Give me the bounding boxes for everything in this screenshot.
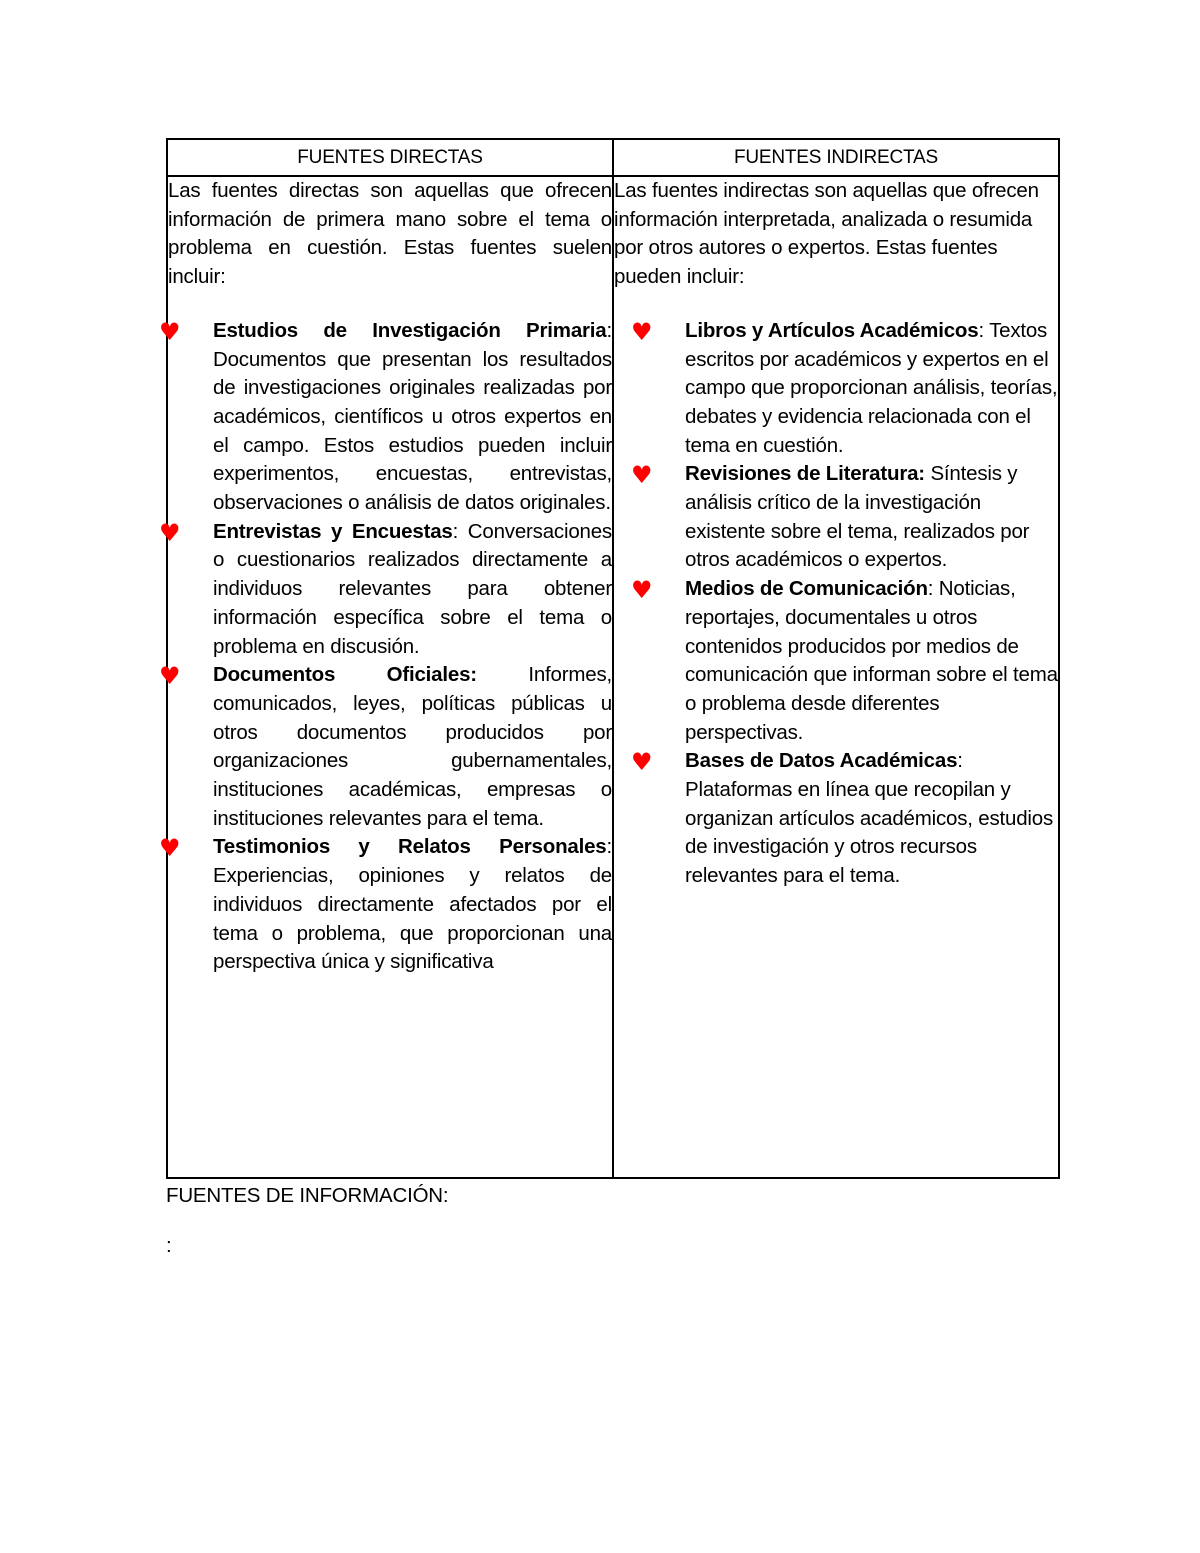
item-text: Plataformas en línea que recopilan y organizan artículos académicos, estudios de investigación y otros recursos relevantes para el tema. — [685, 778, 1054, 888]
item-term: Revisiones de Literatura: — [685, 462, 925, 486]
indirect-sources-intro: Las fuentes indirectas son aquellas que ofrecen información interpretada, analizada o resumida por otros autores o expertos. Estas fuentes pueden incluir: — [614, 179, 1039, 289]
heart-icon: ♥ — [159, 317, 181, 346]
item-text: Conversaciones o cuestionarios realizados directamente a individuos relevantes para obtener información específica sobre el tema o problema en discusión. — [213, 519, 612, 658]
list-item — [132, 518, 612, 662]
item-term: Bases de Datos Académicas — [685, 749, 958, 773]
item-term: Testimonios y Relatos Personales — [213, 835, 607, 859]
table-header-row — [167, 139, 1059, 176]
trailing-colon: : — [166, 1234, 172, 1257]
item-separator: : — [606, 835, 612, 859]
sources-table — [159, 138, 1060, 1179]
indirect-sources-cell — [613, 176, 1059, 1178]
heart-icon: ♥ — [631, 576, 653, 605]
heart-icon: ♥ — [631, 317, 653, 346]
list-item — [132, 317, 612, 518]
direct-sources-intro: Las fuentes directas son aquellas que ofrecen información de primera mano sobre el tema o problema en cuestión. Estas fuentes suelen incluir: — [168, 179, 612, 289]
item-separator: : — [927, 577, 934, 601]
list-item — [614, 575, 1058, 747]
heart-icon: ♥ — [159, 662, 181, 691]
item-separator: : — [957, 749, 963, 773]
sources-section-title: FUENTES DE INFORMACIÓN: — [166, 1184, 449, 1207]
item-term: Entrevistas y Encuestas — [213, 519, 453, 543]
list-item — [614, 747, 1058, 891]
list-item — [614, 317, 1058, 461]
item-term: Estudios de Investigación Primaria — [213, 318, 607, 342]
heart-icon: ♥ — [159, 518, 181, 547]
item-separator: : — [606, 318, 612, 342]
list-item — [132, 661, 612, 833]
table-body-row — [167, 176, 1059, 1178]
header-direct-sources: FUENTES DIRECTAS — [167, 139, 613, 176]
item-term: Documentos Oficiales: — [213, 663, 477, 687]
item-text: Informes, comunicados, leyes, políticas públicas u otros documentos producidos por organizaciones gubernamentales, instituciones académicas, empresas o instituciones relevantes para el tema. — [213, 663, 613, 830]
indirect-sources-list — [614, 317, 1058, 891]
item-text: Textos escritos por académicos y expertos en el campo que proporcionan análisis, teorías, debates y evidencia relacionada con el tema en cuestión. — [685, 318, 1058, 457]
item-text: Documentos que presentan los resultados de investigaciones originales realizadas por académicos, científicos u otros expertos en el campo. Estos estudios pueden incluir experimentos, encuestas, entrevistas, observaciones o análisis de datos originales. — [213, 347, 612, 515]
direct-sources-cell — [159, 176, 613, 1178]
list-item — [614, 460, 1058, 575]
direct-sources-list — [132, 317, 612, 977]
item-text: Experiencias, opiniones y relatos de individuos directamente afectados por el tema o problema, que proporcionan una perspectiva única y significativa — [213, 864, 612, 974]
item-separator: : — [978, 318, 984, 342]
heart-icon: ♥ — [631, 461, 653, 490]
heart-icon: ♥ — [631, 748, 653, 777]
item-text: Noticias, reportajes, documentales u otros contenidos producidos por medios de comunicación que informan sobre el tema o problema desde diferentes perspectivas. — [685, 577, 1058, 744]
item-text: Síntesis y análisis crítico de la investigación existente sobre el tema, realizados por otros académicos o expertos. — [685, 462, 1030, 572]
item-term: Medios de Comunicación — [685, 577, 928, 601]
list-item — [132, 833, 612, 977]
item-separator: : — [452, 519, 459, 543]
heart-icon: ♥ — [159, 834, 181, 863]
header-indirect-sources: FUENTES INDIRECTAS — [613, 139, 1059, 176]
item-term: Libros y Artículos Académicos — [685, 318, 979, 342]
